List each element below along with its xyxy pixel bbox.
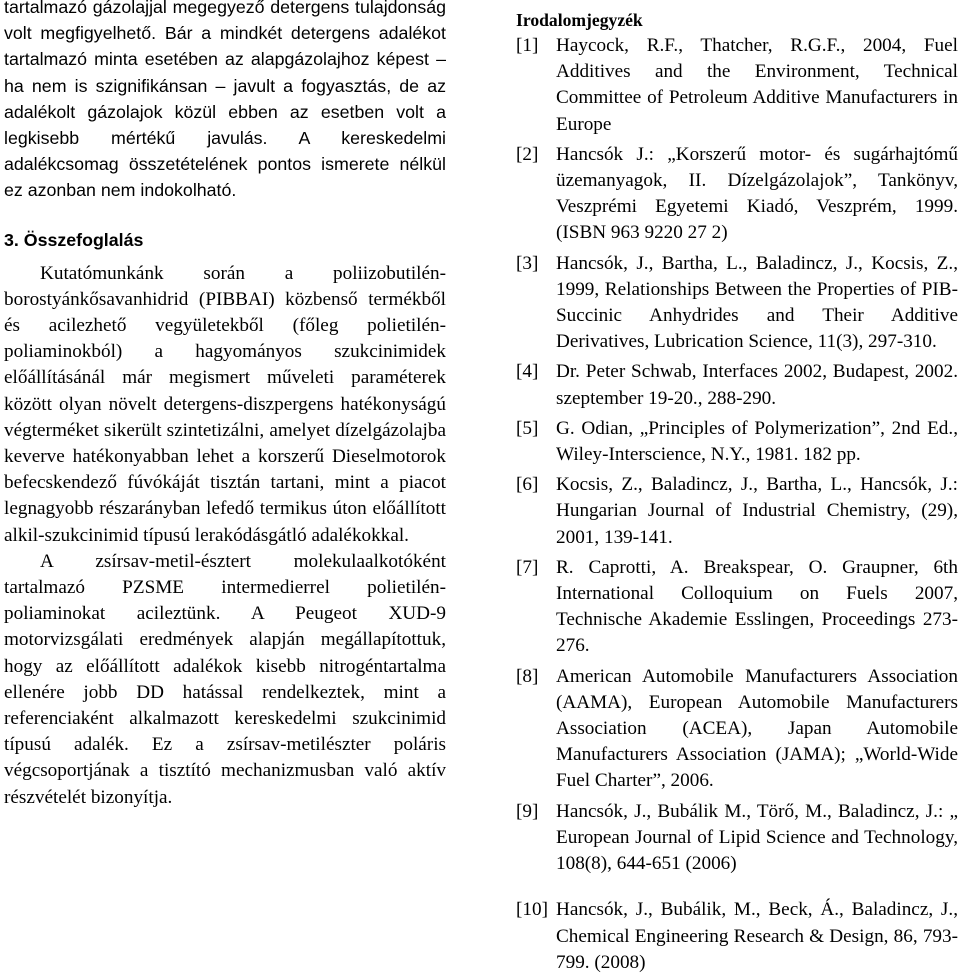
reference-text: Kocsis, Z., Baladincz, J., Bartha, L., Hancsók, J.: Hungarian Journal of Industrial Chemistry, (29), 2001, 139-141.	[556, 474, 958, 548]
reference-text: Haycock, R.F., Thatcher, R.G.F., 2004, Fuel Additives and the Environment, Technical Committee of Petroleum Additive Manufacturers in Europe	[556, 35, 958, 135]
reference-item	[516, 472, 958, 551]
reference-number: [6]	[516, 474, 539, 496]
reference-number: [4]	[516, 361, 539, 383]
reference-number: [7]	[516, 556, 539, 578]
reference-item	[516, 799, 958, 878]
reference-number: [3]	[516, 252, 539, 274]
reference-text: R. Caprotti, A. Breakspear, O. Graupner, 6th International Colloquium on Fuels 2007, Technische Akademie Esslingen, Proceedings 273-276.	[556, 556, 958, 657]
reference-number: [8]	[516, 665, 539, 687]
reference-item	[516, 664, 958, 795]
section-heading-summary: 3. Összefoglalás	[4, 229, 144, 250]
references-title: Irodalomjegyzék	[516, 10, 643, 30]
reference-text: G. Odian, „Principles of Polymerization”, 2nd Ed., Wiley-Interscience, N.Y., 1981. 182 pp.	[556, 417, 958, 466]
reference-item	[516, 555, 958, 660]
reference-item	[516, 33, 958, 138]
left-column	[4, 0, 446, 811]
reference-item	[516, 251, 958, 356]
reference-text: Dr. Peter Schwab, Interfaces 2002, Budapest, 2002. szeptember 19-20., 288-290.	[556, 361, 958, 409]
summary-paragraph-2: A zsírsav-metil-észtert molekulaalkotóként tartalmazó PZSME intermedierrel polietilén-poliaminokat acileztünk. A Peugeot XUD-9 motorvizsgálati eredmények alapján megállapítottuk, hogy az előállított adalékok kisebb nitrogéntartalma ellenére jobb DD hatással rendelkeztek, mint a referenciaként alkalmazott kereskedelmi szukcinimid típusú adalék. Ez a zsírsav-metilészter poláris végcsoportjának a tisztító mechanizmusban való aktív részvételét bizonyítja.	[4, 550, 446, 808]
reference-number: [2]	[516, 143, 539, 165]
reference-text: Hancsók, J., Bartha, L., Baladincz, J., Kocsis, Z., 1999, Relationships Between the Properties of PIB-Succinic Anhydrides and Their Additive Derivatives, Lubrication Science, 11(3), 297-310.	[556, 252, 958, 353]
reference-text: Hancsók J.: „Korszerű motor- és sugárhajtómű üzemanyagok, II. Dízelgázolajok”, Tankönyv, Veszprémi Egyetemi Kiadó, Veszprém, 1999. (ISBN 963 9220 27 2)	[556, 143, 958, 244]
reference-text: American Automobile Manufacturers Association (AAMA), European Automobile Manufacturers Association (ACEA), Japan Automobile Manufacturers Association (JAMA); „World-Wide Fuel Charter”, 2006.	[556, 665, 958, 792]
summary-paragraph-1: Kutatómunkánk során a poliizobutilén-borostyánkősavanhidrid (PIBBAI) közbenső termékből és acilezhető vegyületekből (főleg polietilén-poliaminokból) a hagyományos szukcinimidek előállításánál már megismert műveleti paraméterek között olyan növelt detergens-diszpergens hatékonyságú végterméket sikerült szintetizálni, amelyet dízelgázolajba keverve hatékonyabban lehet a korszerű Dieselmotorok befecskendező fúvókáját tisztán tartani, mint a piacot legnagyobb részarányban lefedő termikus úton előállított alkil-szukcinimid típusú lerakódásgátló adalékokkal.	[4, 262, 446, 546]
reference-number: [10]	[516, 899, 548, 921]
reference-text: Hancsók, J., Bubálik M., Törő, M., Baladincz, J.: „ European Journal of Lipid Science and Technology, 108(8), 644-651 (2006)	[556, 800, 958, 875]
intro-paragraph: tartalmazó gázolajjal megegyező detergens tulajdonság volt megfigyelhető. Bár a mindkét detergens adalékot tartalmazó minta esetében az alapgázolajhoz képest – ha nem is szignifikánsan – javult a fogyasztás, de az adalékolt gázolajok közül ebben az esetben volt a legkisebb mértékű javulás. A kereskedelmi adalékcsomag összetételének pontos ismerete nélkül ez azonban nem indokolható.	[4, 0, 446, 201]
right-column	[516, 0, 958, 976]
reference-number: [5]	[516, 417, 539, 439]
reference-number: [9]	[516, 800, 539, 822]
reference-item	[516, 142, 958, 247]
reference-item	[516, 897, 958, 976]
reference-text: Hancsók, J., Bubálik, M., Beck, Á., Baladincz, J., Chemical Engineering Research & Design, 86, 793-799. (2008)	[556, 899, 958, 973]
reference-item	[516, 359, 958, 411]
reference-number: [1]	[516, 35, 539, 56]
reference-item	[516, 416, 958, 468]
